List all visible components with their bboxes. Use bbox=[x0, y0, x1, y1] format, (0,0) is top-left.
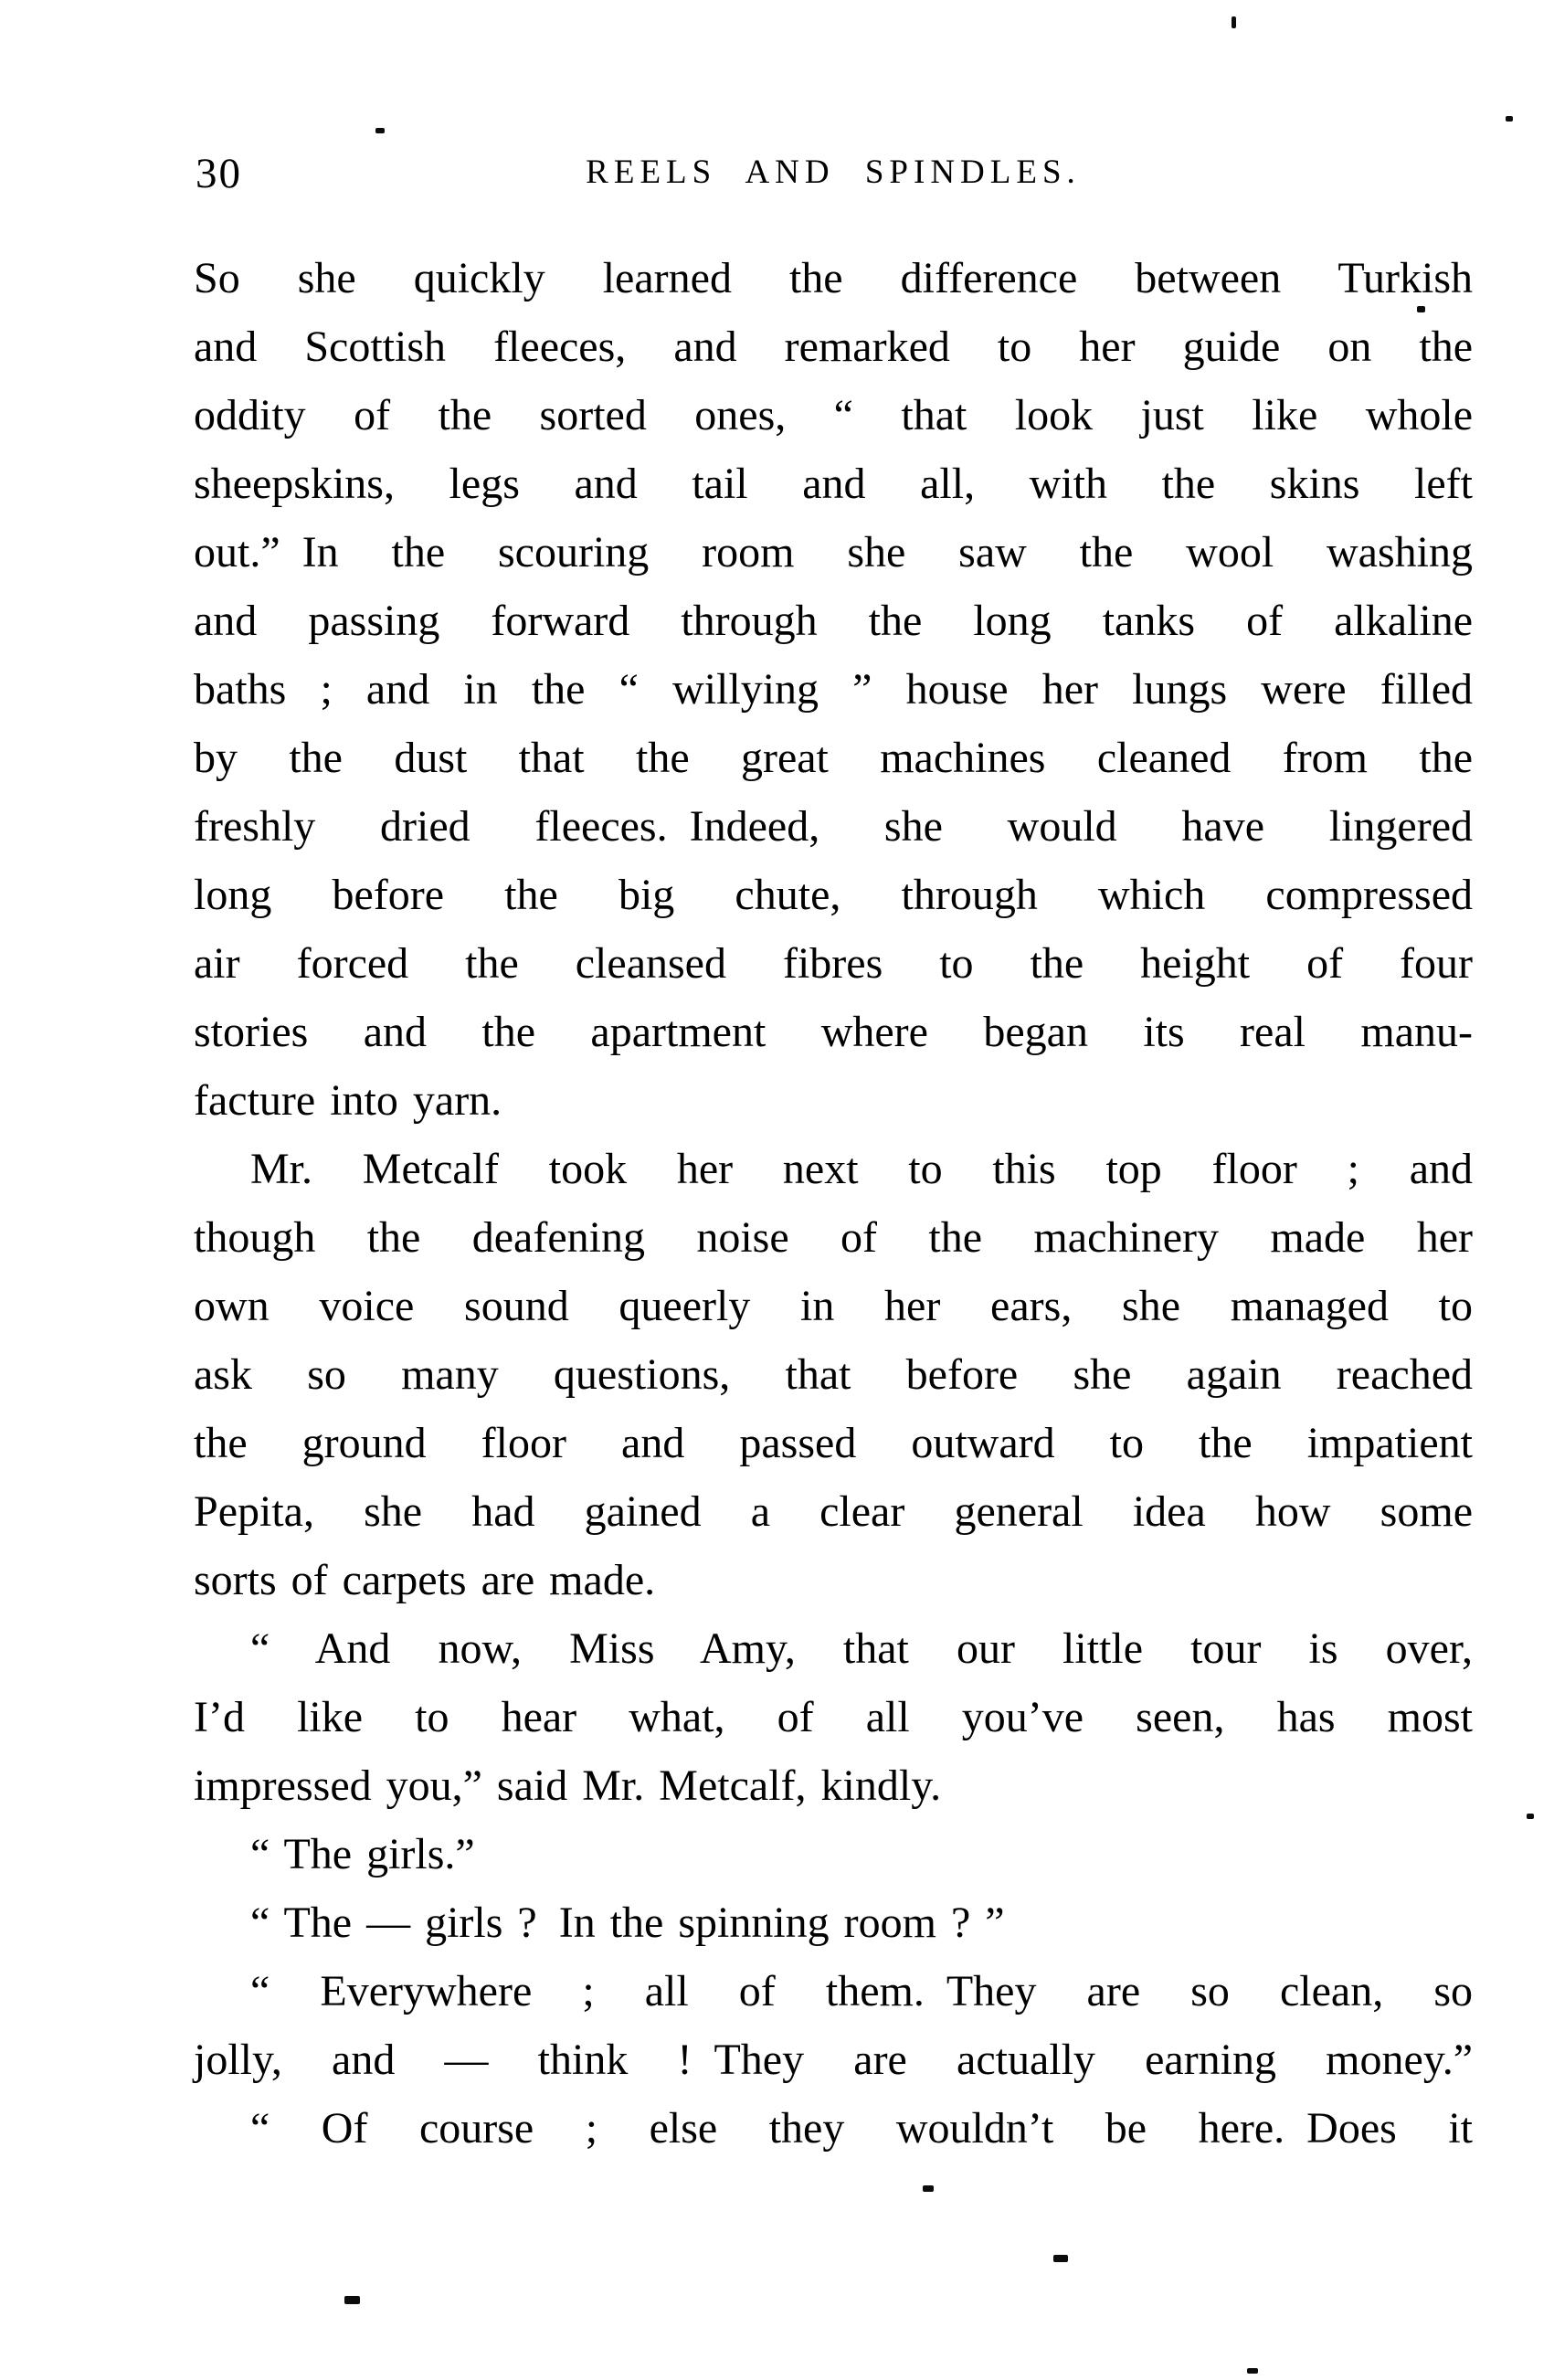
text-line: the ground floor and passed outward to the impatient bbox=[194, 1419, 1473, 1467]
text-line: sorts of carpets are made. bbox=[194, 1556, 656, 1604]
text-line: out.” In the scouring room she saw the wool washing bbox=[194, 528, 1473, 576]
scan-speck bbox=[923, 2185, 934, 2192]
text-line: “ The girls.” bbox=[250, 1830, 475, 1878]
page-number: 30 bbox=[196, 150, 242, 197]
scan-speck bbox=[1053, 2255, 1068, 2262]
text-line: “ Of course ; else they wouldn’t be here. Does it bbox=[250, 2104, 1473, 2153]
text-line: sheepskins, legs and tail and all, with the skins left bbox=[194, 460, 1473, 508]
text-line: Mr. Metcalf took her next to this top floor ; and bbox=[250, 1145, 1473, 1193]
text-line: though the deafening noise of the machinery made her bbox=[194, 1213, 1473, 1262]
scan-speck bbox=[1506, 116, 1513, 122]
scan-speck bbox=[1247, 2368, 1258, 2374]
text-line: “ And now, Miss Amy, that our little tour is over, bbox=[250, 1624, 1473, 1673]
text-line: freshly dried fleeces. Indeed, she would have lingered bbox=[194, 802, 1473, 851]
text-line: and passing forward through the long tanks of alkaline bbox=[194, 597, 1473, 645]
scan-speck bbox=[344, 2296, 360, 2304]
scan-speck bbox=[375, 128, 385, 133]
text-line: “ Everywhere ; all of them. They are so clean, so bbox=[250, 1967, 1473, 2015]
scan-speck bbox=[1232, 16, 1236, 28]
text-line: own voice sound queerly in her ears, she managed to bbox=[194, 1282, 1473, 1330]
scan-speck bbox=[1417, 306, 1425, 312]
text-line: air forced the cleansed fibres to the height of four bbox=[194, 939, 1473, 988]
text-line: So she quickly learned the difference between Turkish bbox=[194, 254, 1473, 302]
text-line: long before the big chute, through which compressed bbox=[194, 871, 1473, 919]
text-line: ask so many questions, that before she again reached bbox=[194, 1350, 1473, 1399]
running-header-title: REELS AND SPINDLES. bbox=[586, 153, 1081, 191]
text-line: stories and the apartment where began its real manu- bbox=[194, 1008, 1473, 1056]
text-line: Pepita, she had gained a clear general idea how some bbox=[194, 1487, 1473, 1536]
text-line: “ The — girls ? In the spinning room ? ” bbox=[250, 1899, 1005, 1947]
text-line: impressed you,” said Mr. Metcalf, kindly. bbox=[194, 1761, 942, 1810]
body-text-block bbox=[194, 244, 1473, 2163]
text-line: I’d like to hear what, of all you’ve seen, has most bbox=[194, 1693, 1473, 1741]
text-line: baths ; and in the “ willying ” house her lungs were filled bbox=[194, 665, 1473, 714]
text-line: and Scottish fleeces, and remarked to her guide on the bbox=[194, 323, 1473, 371]
text-line: oddity of the sorted ones, “ that look just like whole bbox=[194, 391, 1473, 439]
text-line: jolly, and — think ! They are actually earning money.” bbox=[194, 2036, 1473, 2084]
text-line: facture into yarn. bbox=[194, 1076, 502, 1125]
scan-speck bbox=[1527, 1814, 1534, 1819]
text-line: by the dust that the great machines cleaned from the bbox=[194, 734, 1473, 782]
